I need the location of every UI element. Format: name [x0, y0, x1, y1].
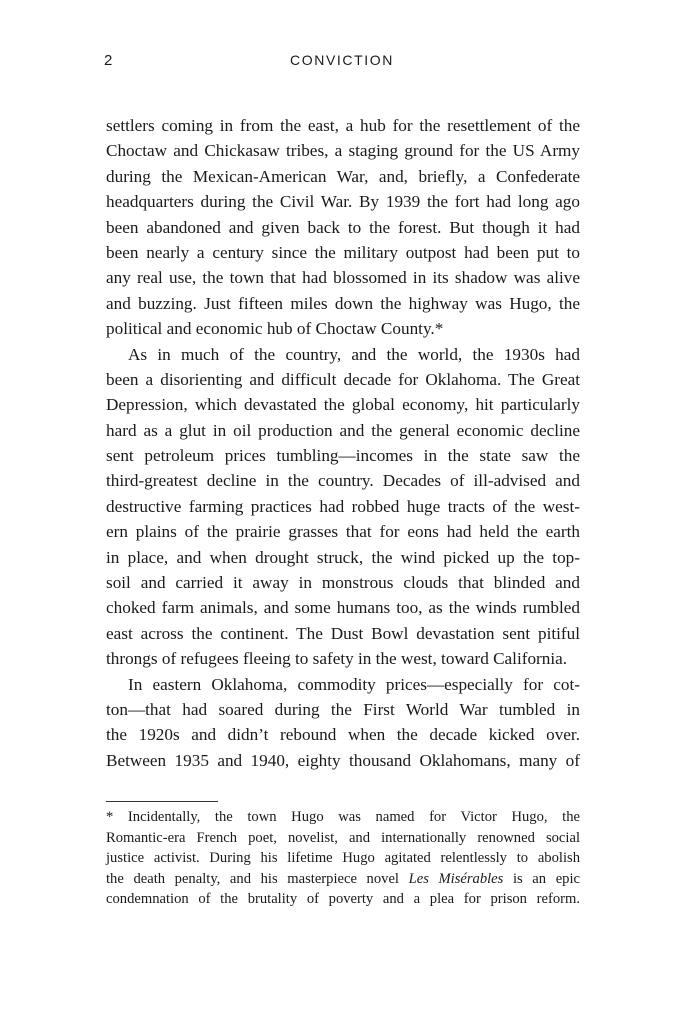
body-line: As in much of the country, and the world, the 1930s had	[128, 344, 580, 364]
body-line: headquarters during the Civil War. By 1939 the fort had long ago	[106, 192, 580, 212]
body-line: destructive farming practices had robbed huge tracts of the west-	[106, 496, 580, 516]
body-line: soil and carried it away in monstrous clouds that blinded and	[106, 573, 580, 593]
body-line: any real use, the town that had blossomed in its shadow was alive	[106, 268, 580, 288]
footnote-line: Romantic-era French poet, novelist, and internationally renowned social	[106, 829, 580, 846]
body-line: ton—that had soared during the First World War tumbled in	[106, 699, 580, 719]
body-line: third-greatest decline in the country. Decades of ill-advised and	[106, 471, 580, 491]
body-line: been a disorienting and difficult decade for Oklahoma. The Great	[106, 369, 580, 389]
body-line: settlers coming in from the east, a hub for the resettlement of the	[106, 116, 580, 135]
footnote-line: justice activist. During his lifetime Hugo agitated relentlessly to abolish	[106, 850, 580, 866]
body-line: In eastern Oklahoma, commodity prices—especially for cot-	[128, 674, 580, 694]
footnote-line: * Incidentally, the town Hugo was named for Victor Hugo, the	[106, 809, 580, 825]
page-number: 2	[104, 52, 113, 69]
body-text	[106, 113, 580, 773]
body-line: Between 1935 and 1940, eighty thousand Oklahomans, many of	[106, 750, 580, 770]
body-line: the 1920s and didn’t rebound when the decade kicked over.	[106, 725, 580, 745]
footnote-divider	[106, 801, 218, 802]
body-line: east across the continent. The Dust Bowl devastation sent pitiful	[106, 623, 580, 643]
body-line: choked farm animals, and some humans too, as the winds rumbled	[106, 598, 580, 618]
running-title: CONVICTION	[290, 52, 394, 68]
footnote	[106, 807, 580, 910]
footnote-line-with-title	[106, 869, 580, 890]
body-line: during the Mexican-American War, and, briefly, a Confederate	[106, 166, 580, 186]
body-line: in place, and when drought struck, the wind picked up the top-	[106, 547, 580, 567]
body-line: ern plains of the prairie grasses that for eons had held the earth	[106, 522, 580, 542]
body-line: Depression, which devastated the global economy, hit particularly	[106, 395, 580, 415]
body-line: been abandoned and given back to the forest. But though it had	[106, 217, 580, 237]
book-title: Les Misérables	[408, 870, 504, 887]
body-line: throngs of refugees fleeing to safety in the west, toward California.	[106, 649, 568, 669]
body-line: hard as a glut in oil production and the general economic decline	[106, 420, 580, 440]
footnote-text: is an epic	[503, 870, 580, 887]
body-line: sent petroleum prices tumbling—incomes in the state saw the	[106, 446, 580, 466]
body-line: been nearly a century since the military outpost had been put to	[106, 242, 580, 262]
footnote-line: condemnation of the brutality of poverty and a plea for prison reform.	[106, 891, 580, 907]
footnote-text: the death penalty, and his masterpiece novel	[106, 870, 409, 887]
running-head	[0, 52, 684, 74]
body-line: Choctaw and Chickasaw tribes, a staging ground for the US Army	[106, 141, 580, 161]
body-line: and buzzing. Just fifteen miles down the highway was Hugo, the	[106, 293, 580, 313]
body-line: political and economic hub of Choctaw County.*	[106, 319, 444, 339]
